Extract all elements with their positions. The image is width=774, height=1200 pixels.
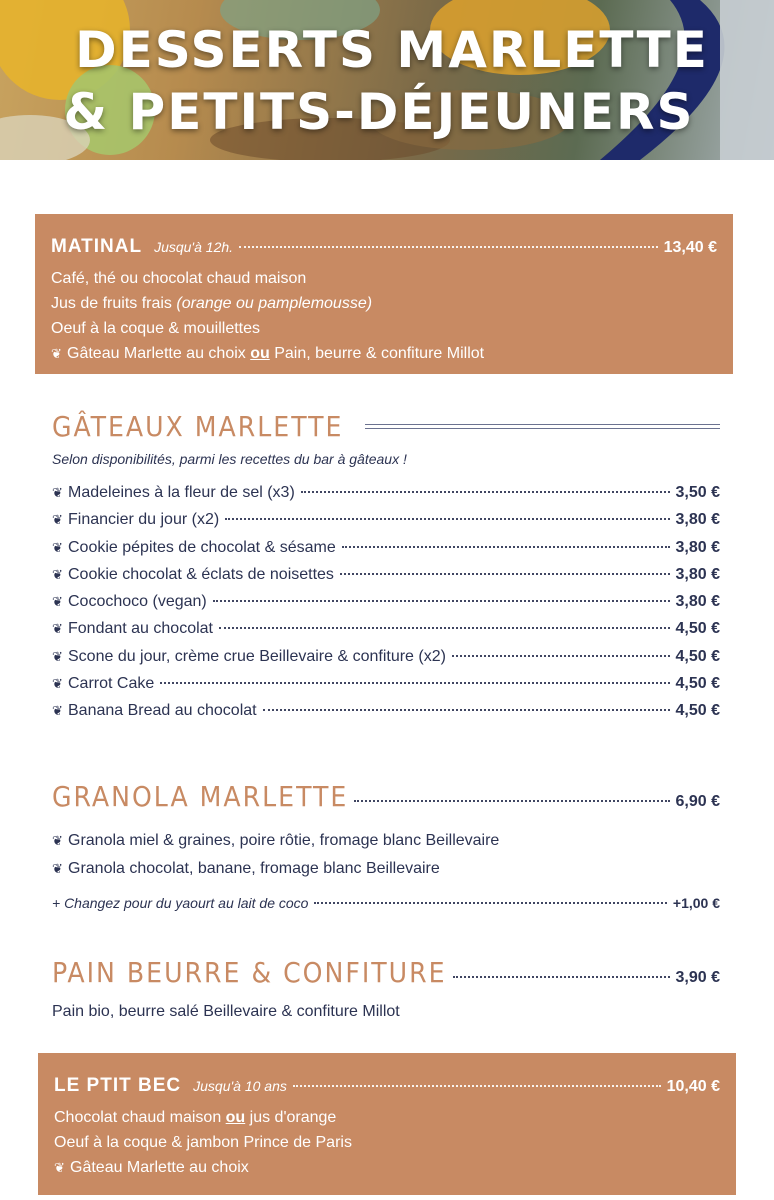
item-price: 3,50 € (675, 484, 720, 501)
ptit-bec-header-row (54, 1075, 720, 1097)
wheat-icon: ❦ (51, 346, 62, 361)
dot-leader (293, 1085, 661, 1087)
list-item (52, 643, 720, 670)
ptit-bec-price: 10,40 € (666, 1078, 720, 1095)
dot-leader (239, 246, 658, 248)
granola-extra-row (52, 895, 720, 911)
granola-extra-price: +1,00 € (672, 895, 720, 911)
list-item: ❦ Granola chocolat, banane, fromage blanc Beillevaire (52, 855, 720, 883)
wheat-icon: ❦ (52, 703, 63, 719)
granola-section (52, 780, 720, 911)
item-price: 4,50 € (675, 620, 720, 638)
matinal-box (35, 214, 733, 374)
list-item (52, 588, 720, 615)
dot-leader (263, 709, 670, 711)
list-item (52, 697, 720, 724)
item-name: Scone du jour, crème crue Beillevaire & confiture (x2) (68, 647, 446, 665)
wheat-icon: ❦ (52, 539, 63, 555)
wheat-icon: ❦ (52, 485, 63, 500)
wheat-icon: ❦ (52, 861, 63, 876)
dot-leader (219, 627, 670, 629)
dot-leader (453, 976, 670, 978)
list-item (52, 534, 720, 561)
granola-extra-label: + Changez pour du yaourt au lait de coco (52, 895, 309, 911)
dot-leader (225, 518, 669, 520)
wheat-icon: ❦ (52, 648, 63, 664)
item-name: Banana Bread au chocolat (68, 702, 257, 720)
dot-leader (160, 682, 669, 684)
item-price: 3,80 € (675, 538, 720, 556)
granola-title: GRANOLA MARLETTE (52, 780, 349, 813)
item-name: Cookie pépites de chocolat & sésame (68, 538, 336, 556)
item-price: 4,50 € (675, 647, 720, 665)
item-name: Carrot Cake (68, 675, 155, 693)
wheat-icon: ❦ (52, 594, 63, 610)
ptit-bec-line-1: Chocolat chaud maison ou jus d'orange (54, 1109, 337, 1126)
matinal-line-2: Jus de fruits frais (orange ou pamplemousse) (51, 295, 373, 312)
header-title-line2: & PETITS-DÉJEUNERS (63, 83, 695, 141)
item-name: Financier du jour (x2) (68, 511, 220, 529)
dot-leader (314, 902, 666, 904)
pain-title: PAIN BEURRE & CONFITURE (52, 956, 447, 989)
matinal-title: MATINAL (51, 236, 143, 257)
gateaux-subtitle: Selon disponibilités, parmi les recettes du bar à gâteaux ! (52, 451, 407, 467)
double-rule-divider (365, 424, 720, 429)
item-price: 3,80 € (675, 565, 720, 583)
list-item (52, 506, 720, 533)
matinal-header-row (51, 236, 717, 258)
item-price: 3,80 € (675, 511, 720, 529)
granola-price: 6,90 € (675, 793, 720, 810)
matinal-note: Jusqu'à 12h. (154, 239, 234, 255)
item-name: Madeleines à la fleur de sel (x3) (68, 484, 295, 501)
list-item (52, 615, 720, 642)
ptit-bec-title: LE PTIT BEC (54, 1075, 182, 1096)
wheat-icon: ❦ (52, 512, 63, 528)
ptit-bec-line-2: Oeuf à la coque & jambon Prince de Paris (54, 1134, 352, 1151)
dot-leader (342, 546, 670, 548)
pain-description: Pain bio, beurre salé Beillevaire & confiture Millot (52, 1003, 400, 1020)
ptit-bec-note: Jusqu'à 10 ans (193, 1078, 287, 1094)
pain-header-row (52, 956, 720, 989)
dot-leader (340, 573, 670, 575)
wheat-icon: ❦ (52, 621, 63, 637)
header-banner (0, 0, 774, 160)
pain-section (52, 956, 720, 1021)
dot-leader (213, 600, 670, 602)
list-item (52, 670, 720, 697)
gateaux-section (52, 410, 720, 725)
matinal-line-4: ❦ Gâteau Marlette au choix ou Pain, beurre & confiture Millot (51, 341, 717, 366)
wheat-icon: ❦ (52, 566, 63, 582)
item-name: Fondant au chocolat (68, 620, 213, 638)
item-price: 3,80 € (675, 593, 720, 611)
dot-leader (452, 655, 670, 657)
matinal-line-1: Café, thé ou chocolat chaud maison (51, 270, 307, 287)
gateaux-title: GÂTEAUX MARLETTE (52, 410, 344, 443)
gateaux-list (52, 479, 720, 725)
item-price: 4,50 € (675, 675, 720, 693)
matinal-price: 13,40 € (663, 239, 717, 256)
granola-header-row (52, 780, 720, 813)
pain-price: 3,90 € (675, 969, 720, 986)
item-name: Cookie chocolat & éclats de noisettes (68, 565, 334, 583)
ptit-bec-line-3: ❦ Gâteau Marlette au choix (54, 1155, 720, 1180)
wheat-icon: ❦ (52, 676, 63, 692)
item-name: Cocochoco (vegan) (68, 593, 207, 611)
ptit-bec-box (38, 1053, 736, 1195)
item-price: 4,50 € (675, 702, 720, 720)
dot-leader (354, 800, 669, 802)
list-item: ❦ Granola miel & graines, poire rôtie, fromage blanc Beillevaire (52, 827, 720, 855)
matinal-line-3: Oeuf à la coque & mouillettes (51, 320, 261, 337)
header-title-line1: DESSERTS MARLETTE (75, 21, 709, 79)
list-item (52, 561, 720, 588)
wheat-icon: ❦ (52, 833, 63, 848)
wheat-icon: ❦ (54, 1160, 65, 1175)
dot-leader (301, 491, 670, 493)
list-item (52, 479, 720, 506)
